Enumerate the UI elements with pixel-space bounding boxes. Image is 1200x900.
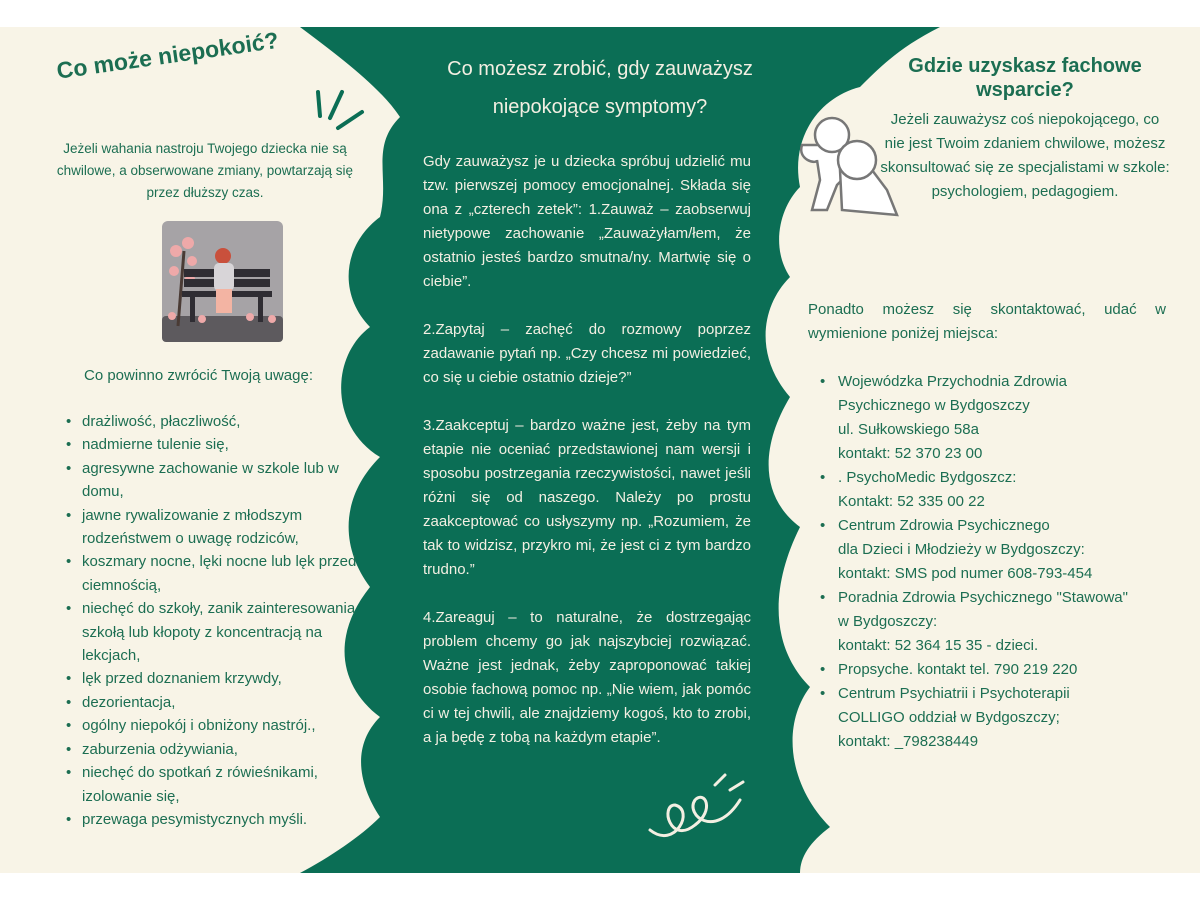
accent-lines-icon [312,88,372,138]
list-item: • dezorientacja, [66,691,366,714]
place-contact: kontakt: 52 364 15 35 - dzieci. [838,637,1039,654]
right-contact-intro: Ponadto możesz się skontaktować, udać w wymienione poniżej miejsca: [808,301,1166,342]
attention-heading: Co powinno zwrócić Twoją uwagę: [84,367,314,384]
list-item: • lęk przed doznaniem krzywdy, [66,667,366,690]
paragraph-accept: 3.Zaakceptuj – bardzo ważne jest, żeby na tym etapie nie oceniać przedstawionej nam wersji i sposobu postrzegania rzeczywistości, nawet jeśli różni się od naszego. Należy po prostu zaakceptować co usłyszymy np. „Rozumiem, że tak to widzisz, przykro mi, że jest ci z tym bardzo trudno.” [423,417,751,578]
middle-title: Co możesz zrobić, gdy zauważysz niepokojące symptomy? [447,58,753,118]
list-item: • nadmierne tulenie się, [66,433,366,456]
list-item [820,682,1166,754]
list-item [820,514,1166,586]
list-item: • koszmary nocne, lęki nocne lub lęk przed ciemnością, [66,550,366,597]
left-intro: Jeżeli wahania nastroju Twojego dziecka nie są chwilowe, a obserwowane zmiany, powtarzają się przez dłuższy czas. [56,141,354,200]
warning-signs-list [66,410,366,831]
right-title: Gdzie uzyskasz fachowe wsparcie? [908,55,1142,101]
place-name: dla Dzieci i Młodzieży w Bydgoszczy: [838,541,1085,558]
list-item [820,586,1166,658]
place-contact: Kontakt: 52 335 00 22 [838,493,985,510]
place-contact: • Propsyche. kontakt tel. 790 219 220 [838,661,1078,678]
place-name: • Centrum Zdrowia Psychicznego [838,517,1050,534]
swirl-decoration-icon [645,770,750,850]
place-name: • . PsychoMedic Bydgoszcz: [838,469,1017,486]
list-item: • przewaga pesymistycznych myśli. [66,808,366,831]
place-contact: kontakt: SMS pod numer 608-793-454 [838,565,1093,582]
paragraph-ask: 2.Zapytaj – zachęć do rozmowy poprzez zadawanie pytań np. „Czy chcesz mi powiedzieć, co się u ciebie ostatnio dzieje?” [423,321,751,386]
list-item [820,370,1166,466]
right-intro: Jeżeli zauważysz coś niepokojącego, co nie jest Twoim zdaniem chwilowe, możesz skonsultować się ze specjalistami w szkole: psychologiem, pedagogiem. [880,111,1170,200]
place-address: ul. Sułkowskiego 58a [838,421,979,438]
list-item: • drażliwość, płaczliwość, [66,410,366,433]
list-item: • agresywne zachowanie w szkole lub w domu, [66,457,366,504]
left-title: Co może niepokoić? [55,26,281,84]
paragraph-intro: Gdy zauważysz je u dziecka spróbuj udzielić mu tzw. pierwszej pomocy emocjonalnej. Składa się ona z „czterech zetek”: 1.Zauważ – zaobserwuj nietypowe zachowanie „Zauważyłam/łem, że ostatnio jesteś bardzo smutna/ny. Martwię się o ciebie”. [423,153,751,290]
sad-girl-on-bench-illustration [162,221,283,342]
place-name: • Wojewódzka Przychodnia Zdrowia [838,373,1067,390]
list-item: • zaburzenia odżywiania, [66,738,366,761]
place-name: COLLIGO oddział w Bydgoszczy; [838,709,1060,726]
list-item: • niechęć do szkoły, zanik zainteresowania szkołą lub kłopoty z koncentracją na lekcjach, [66,597,366,667]
paragraph-react: 4.Zareaguj – to naturalne, że dostrzegając problem chcemy go jak najszybciej rozwiązać. Ważne jest jednak, żeby zaproponować takiej osobie fachową pomoc np. „Nie wiem, jak pomóc ci w tej chwili, ale znajdziemy kogoś, kto to zrobi, a ja będę z tobą na każdym etapie”. [423,609,751,746]
place-contact: kontakt: 52 370 23 00 [838,445,983,462]
place-name: w Bydgoszczy: [838,613,938,630]
middle-body [423,150,751,774]
place-name: • Centrum Psychiatrii i Psychoterapii [838,685,1070,702]
list-item: • niechęć do spotkań z rówieśnikami, izolowanie się, [66,761,366,808]
place-contact: kontakt: _798238449 [838,733,979,750]
list-item: • jawne rywalizowanie z młodszym rodzeństwem o uwagę rodziców, [66,504,366,551]
list-item [820,658,1166,682]
place-name: • Poradnia Zdrowia Psychicznego "Stawowa" [838,589,1128,606]
place-name: Psychicznego w Bydgoszczy [838,397,1030,414]
support-places-list [820,370,1166,754]
list-item [820,466,1166,514]
list-item: • ogólny niepokój i obniżony nastrój., [66,714,366,737]
